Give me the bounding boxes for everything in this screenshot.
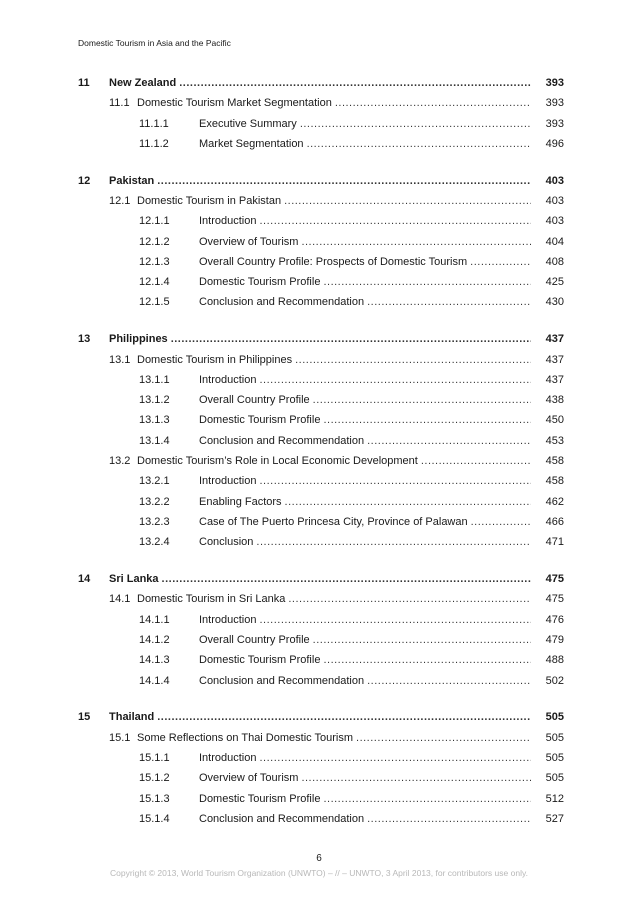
entry-page-number: 466 (545, 515, 564, 528)
dot-leader (259, 748, 531, 768)
entry-number: 15.1.3 (139, 792, 170, 805)
entry-page-number: 403 (545, 215, 564, 228)
entry-number: 13.2.3 (139, 515, 170, 528)
entry-number: 14.1.3 (139, 654, 170, 667)
subsection-entry (78, 272, 564, 292)
entry-title: Introduction (199, 475, 257, 488)
entry-number: 13.1 (109, 353, 131, 366)
chapter-entry (78, 73, 564, 93)
dot-leader (179, 73, 531, 93)
dot-leader (367, 292, 531, 312)
entry-number: 14.1.4 (139, 674, 170, 687)
entry-page-number: 408 (545, 255, 564, 268)
subsection-entry (78, 370, 564, 390)
entry-title: Conclusion (199, 536, 254, 549)
entry-number: 12.1 (109, 194, 131, 207)
entry-number: 15.1 (109, 731, 131, 744)
entry-page-number: 488 (545, 654, 564, 667)
entry-number: 13.2 (109, 455, 131, 468)
entry-page-number: 458 (545, 455, 564, 468)
section-entry (78, 589, 564, 609)
entry-title: Conclusion and Recommendation (199, 812, 365, 825)
entry-page-number: 505 (545, 751, 564, 764)
entry-title: Sri Lanka (109, 573, 159, 586)
section-entry (78, 350, 564, 370)
table-of-contents (78, 73, 564, 846)
entry-title: Conclusion and Recommendation (199, 296, 365, 309)
dot-leader (301, 768, 531, 788)
subsection-entry (78, 809, 564, 829)
entry-number: 13.1.4 (139, 434, 170, 447)
chapter-block (78, 569, 564, 691)
entry-page-number: 437 (545, 373, 564, 386)
entry-title: Introduction (199, 373, 257, 386)
dot-leader (421, 451, 531, 471)
entry-number: 15.1.1 (139, 751, 170, 764)
dot-leader (256, 532, 531, 552)
chapter-entry (78, 329, 564, 349)
subsection-entry (78, 410, 564, 430)
entry-number: 14.1.2 (139, 633, 170, 646)
entry-number: 12.1.4 (139, 276, 170, 289)
entry-title: Domestic Tourism in Sri Lanka (137, 593, 286, 606)
chapter-block (78, 171, 564, 313)
entry-page-number: 453 (545, 434, 564, 447)
entry-title: Introduction (199, 751, 257, 764)
entry-number: 15 (78, 711, 91, 724)
subsection-entry (78, 390, 564, 410)
dot-leader (301, 232, 531, 252)
dot-leader (259, 370, 531, 390)
chapter-block (78, 707, 564, 829)
dot-leader (313, 390, 531, 410)
entry-number: 12.1.5 (139, 296, 170, 309)
entry-page-number: 404 (545, 235, 564, 248)
entry-number: 13.1.3 (139, 414, 170, 427)
subsection-entry (78, 492, 564, 512)
entry-title: Overall Country Profile (199, 633, 310, 646)
entry-page-number: 437 (545, 353, 564, 366)
entry-page-number: 471 (545, 536, 564, 549)
entry-number: 11.1 (109, 97, 130, 110)
entry-page-number: 437 (545, 333, 564, 346)
entry-title: Conclusion and Recommendation (199, 434, 365, 447)
entry-page-number: 450 (545, 414, 564, 427)
chapter-entry (78, 707, 564, 727)
entry-title: Domestic Tourism in Philippines (137, 353, 293, 366)
dot-leader (323, 650, 531, 670)
subsection-entry (78, 650, 564, 670)
entry-title: Enabling Factors (199, 495, 282, 508)
entry-number: 11.1.2 (139, 137, 169, 150)
dot-leader (356, 728, 531, 748)
entry-title: Overview of Tourism (199, 235, 299, 248)
entry-number: 12.1.2 (139, 235, 170, 248)
dot-leader (367, 809, 531, 829)
dot-leader (259, 211, 531, 231)
dot-leader (285, 492, 531, 512)
entry-title: Introduction (199, 613, 257, 626)
subsection-entry (78, 292, 564, 312)
entry-page-number: 393 (545, 77, 564, 89)
subsection-entry (78, 114, 564, 134)
page-number: 6 (316, 853, 322, 864)
entry-page-number: 502 (545, 674, 564, 687)
entry-number: 14.1.1 (139, 613, 170, 626)
entry-page-number: 505 (545, 711, 564, 724)
section-entry (78, 93, 564, 113)
entry-number: 13.2.1 (139, 475, 170, 488)
subsection-entry (78, 134, 564, 154)
entry-title: Domestic Tourism Profile (199, 792, 321, 805)
chapter-block (78, 329, 564, 552)
section-entry (78, 728, 564, 748)
entry-number: 15.1.2 (139, 772, 170, 785)
section-entry (78, 191, 564, 211)
entry-title: Overall Country Profile: Prospects of Domestic Tourism (199, 255, 468, 268)
entry-page-number: 458 (545, 475, 564, 488)
entry-number: 14 (78, 573, 91, 586)
subsection-entry (78, 512, 564, 532)
entry-title: New Zealand (109, 77, 177, 89)
subsection-entry (78, 748, 564, 768)
dot-leader (157, 707, 531, 727)
subsection-entry (78, 232, 564, 252)
subsection-entry (78, 768, 564, 788)
entry-number: 11.1.1 (139, 117, 169, 130)
entry-title: Domestic Tourism in Pakistan (137, 194, 282, 207)
entry-number: 14.1 (109, 593, 131, 606)
entry-title: Introduction (199, 215, 257, 228)
subsection-entry (78, 431, 564, 451)
dot-leader (367, 431, 531, 451)
copyright-notice: Copyright © 2013, World Tourism Organization (UNWTO) – // – UNWTO, 3 April 2013, for contributors use only. (110, 868, 528, 878)
entry-title: Case of The Puerto Princesa City, Province of Palawan (199, 515, 468, 528)
entry-page-number: 512 (545, 792, 564, 805)
entry-title: Thailand (109, 711, 155, 724)
running-header: Domestic Tourism in Asia and the Pacific (78, 38, 231, 48)
dot-leader (295, 350, 531, 370)
entry-title: Domestic Tourism Profile (199, 414, 321, 427)
entry-number: 12.1.1 (139, 215, 170, 228)
entry-number: 11 (78, 77, 90, 89)
dot-leader (470, 252, 531, 272)
entry-title: Philippines (109, 333, 168, 346)
entry-title: Overview of Tourism (199, 772, 299, 785)
entry-title: Market Segmentation (199, 137, 304, 150)
dot-leader (313, 630, 531, 650)
entry-title: Domestic Tourism Market Segmentation (137, 97, 332, 110)
dot-leader (335, 93, 531, 113)
entry-number: 15.1.4 (139, 812, 170, 825)
entry-title: Pakistan (109, 174, 155, 187)
entry-page-number: 475 (545, 573, 564, 586)
entry-page-number: 403 (545, 174, 564, 187)
entry-page-number: 393 (545, 97, 564, 110)
dot-leader (323, 410, 531, 430)
subsection-entry (78, 630, 564, 650)
entry-title: Overall Country Profile (199, 394, 310, 407)
entry-title: Some Reflections on Thai Domestic Tourism (137, 731, 354, 744)
entry-page-number: 496 (545, 137, 564, 150)
entry-title: Executive Summary (199, 117, 297, 130)
entry-title: Domestic Tourism’s Role in Local Economic Development (137, 455, 418, 468)
entry-title: Domestic Tourism Profile (199, 276, 321, 289)
section-entry (78, 451, 564, 471)
dot-leader (259, 471, 531, 491)
dot-leader (171, 329, 531, 349)
subsection-entry (78, 789, 564, 809)
entry-page-number: 527 (545, 812, 564, 825)
dot-leader (471, 512, 531, 532)
entry-number: 13.1.1 (139, 373, 170, 386)
dot-leader (288, 589, 531, 609)
entry-page-number: 505 (545, 772, 564, 785)
chapter-entry (78, 171, 564, 191)
entry-title: Conclusion and Recommendation (199, 674, 365, 687)
entry-page-number: 479 (545, 633, 564, 646)
entry-page-number: 393 (545, 117, 564, 130)
entry-number: 13.2.2 (139, 495, 170, 508)
entry-number: 13.1.2 (139, 394, 170, 407)
dot-leader (307, 134, 531, 154)
entry-page-number: 476 (545, 613, 564, 626)
subsection-entry (78, 211, 564, 231)
dot-leader (300, 114, 531, 134)
entry-page-number: 505 (545, 731, 564, 744)
entry-number: 13 (78, 333, 91, 346)
dot-leader (367, 671, 531, 691)
chapter-block (78, 73, 564, 154)
entry-page-number: 403 (545, 194, 564, 207)
subsection-entry (78, 671, 564, 691)
entry-title: Domestic Tourism Profile (199, 654, 321, 667)
entry-page-number: 425 (545, 276, 564, 289)
dot-leader (162, 569, 531, 589)
dot-leader (284, 191, 531, 211)
dot-leader (323, 272, 531, 292)
chapter-entry (78, 569, 564, 589)
entry-number: 13.2.4 (139, 536, 170, 549)
subsection-entry (78, 610, 564, 630)
entry-page-number: 430 (545, 296, 564, 309)
dot-leader (323, 789, 531, 809)
entry-page-number: 475 (545, 593, 564, 606)
entry-page-number: 462 (545, 495, 564, 508)
entry-page-number: 438 (545, 394, 564, 407)
subsection-entry (78, 532, 564, 552)
subsection-entry (78, 471, 564, 491)
entry-number: 12 (78, 174, 91, 187)
dot-leader (259, 610, 531, 630)
subsection-entry (78, 252, 564, 272)
dot-leader (157, 171, 531, 191)
entry-number: 12.1.3 (139, 255, 170, 268)
